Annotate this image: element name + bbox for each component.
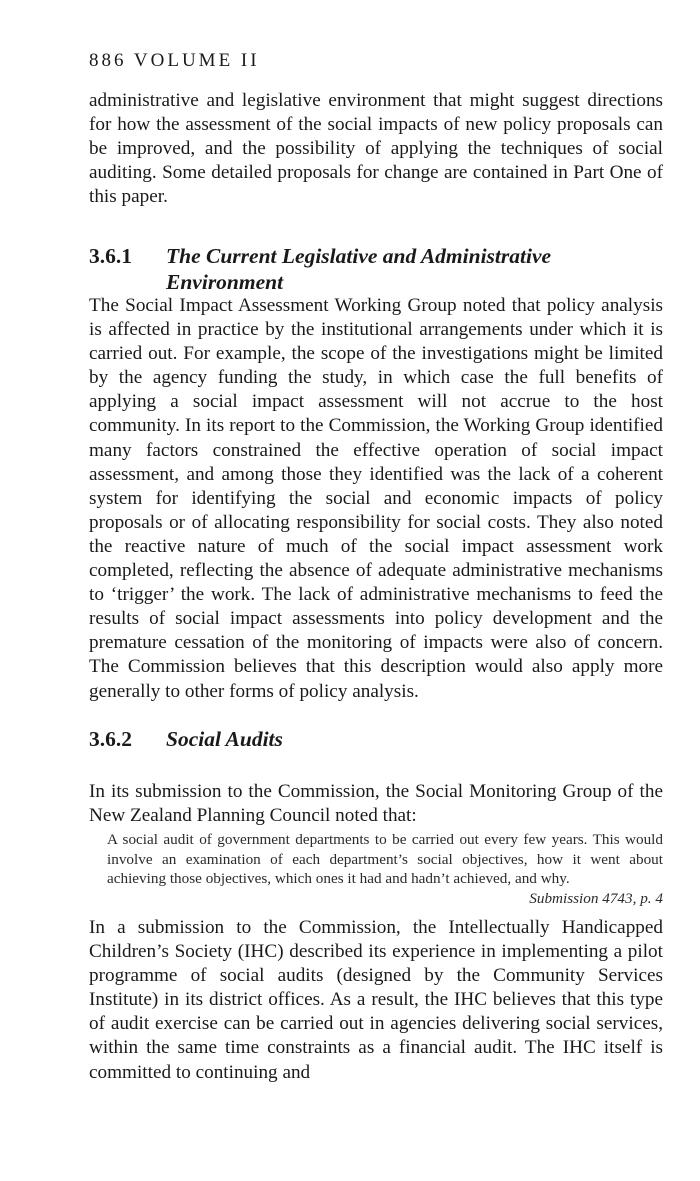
section-title: Social Audits (166, 727, 283, 751)
section-paragraph: In a submission to the Commission, the Intellectually Handicapped Children’s Society (IHC) described its experience in implementing a pilot programme of social audits (designed by the Community Services Institute) in its district offices. As a result, the IHC believes that this type of audit exercise can be carried out in agencies delivering social services, within the same time constraints as a financial audit. The IHC itself is committed to continuing and (89, 917, 663, 1083)
section-number: 3.6.1 (89, 244, 132, 268)
quote-citation: Submission 4743, p. 4 (529, 890, 663, 908)
running-head: 886 VOLUME II (89, 50, 260, 71)
section-title: The Current Legislative and Administrative Environment (166, 244, 552, 294)
section-heading-3-6-2 (89, 726, 663, 752)
quote-text: A social audit of government departments to be carried out every few years. This would involve an examination of each department’s social objectives, how it went about achieving those objectives, which ones it had and hadn’t achieved, and why. (107, 831, 663, 888)
block-quote (107, 830, 663, 909)
section-number: 3.6.2 (89, 727, 132, 751)
section-heading-3-6-1 (89, 243, 663, 295)
section-paragraph: In its submission to the Commission, the Social Monitoring Group of the New Zealand Planning Council noted that: (89, 781, 663, 827)
intro-paragraph: administrative and legislative environment that might suggest directions for how the assessment of the social impacts of new policy proposals can be improved, and the possibility of applying the techniques of social auditing. Some detailed proposals for change are contained in Part One of this paper. (89, 90, 663, 208)
section-paragraph: The Social Impact Assessment Working Group noted that policy analysis is affected in practice by the institutional arrangements under which it is carried out. For example, the scope of the investigations might be limited by the agency funding the study, in which case the full benefits of applying a social impact assessment will not accrue to the host community. In its report to the Commission, the Working Group identified many factors constrained the effective operation of social impact assessment, and among those they identified was the lack of a coherent system for identifying the social and economic impacts of policy proposals or of allocating responsibility for social costs. They also noted the reactive nature of much of the social impact assessment work completed, reflecting the absence of adequate administrative mechanisms to ‘trigger’ the work. The lack of administrative mechanisms to feed the results of social impact assessments into policy development and the premature cessation of the monitoring of impacts were also of concern. The Commission believes that this description would also apply more generally to other forms of policy analysis. (89, 295, 663, 702)
